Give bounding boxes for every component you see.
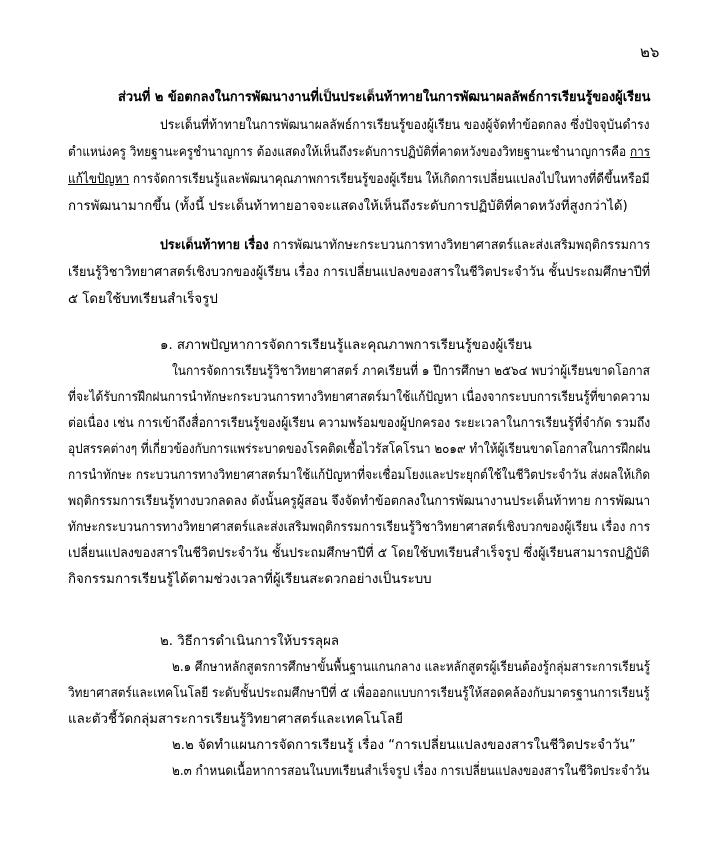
section2-line: วิทยาศาสตร์และเทคโนโลยี ระดับชั้นประถมศึกษาปีที่ ๕ เพื่อออกแบบการเรียนรู้ให้สอดคล้องกับมาตรฐานการเรียนรู้ <box>68 686 650 701</box>
underlined-text: การ <box>629 145 651 160</box>
intro-line: ประเด็นที่ท้าทายในการพัฒนาผลลัพธ์การเรียนรู้ของผู้เรียน ของผู้จัดทำข้อตกลง ซึ่งปัจจุบันดำรง <box>160 118 650 133</box>
underlined-text: แก้ไขปัญหา <box>68 172 130 187</box>
section1-line: ที่จะได้รับการฝึกฝนการนำทักษะกระบวนการทางวิทยาศาสตร์มาใช้แก้ปัญหา เนื่องจากระบบการเรียนรู้ที่ขาดความ <box>68 390 651 405</box>
section1-line: เปลี่ยนแปลงของสารในชีวิตประจำวัน ชั้นประถมศึกษาปีที่ ๕ โดยใช้บทเรียนสำเร็จรูป ซึ่งผู้เรียนสามารถปฏิบัติ <box>68 546 650 561</box>
section-heading: ส่วนที่ ๒ ข้อตกลงในการพัฒนางานที่เป็นประเด็นท้าทายในการพัฒนาผลลัพธ์การเรียนรู้ของผู้เรียน <box>118 90 651 105</box>
intro-text: ตำแหน่งครู วิทยฐานะครูชำนาญการ ต้องแสดงให้เห็นถึงระดับการปฏิบัติที่คาดหวังของวิทยฐานะชำนาญการคือ <box>68 145 630 160</box>
section1-line: พฤติกรรมการเรียนรู้ทางบวกลดลง ดังนั้นครูผู้สอน จึงจัดทำข้อตกลงในการพัฒนางานประเด็นท้าทาย การพัฒนา <box>68 494 651 509</box>
section2-line: ๒.๑ ศึกษาหลักสูตรการศึกษาขั้นพื้นฐานแกนกลาง และหลักสูตรผู้เรียนต้องรู้กลุ่มสาระการเรียนรู้ <box>172 660 651 675</box>
section1-line: ต่อเนื่อง เช่น การเข้าถึงสื่อการเรียนรู้ของผู้เรียน ความพร้อมของผู้ปกครอง ระยะเวลาในการเรียนรู้ที่จำกัด รวมถึง <box>68 416 651 431</box>
section2-title: ๒. วิธีการดำเนินการให้บรรลุผล <box>160 634 340 649</box>
section2-line: ๒.๒ จัดทำแผนการจัดการเรียนรู้ เรื่อง “การเปลี่ยนแปลงของสารในชีวิตประจำวัน” <box>172 738 636 753</box>
challenge-text: การพัฒนาทักษะกระบวนการทางวิทยาศาสตร์และส่งเสริมพฤติกรรมการ <box>268 238 651 253</box>
challenge-line <box>160 236 650 256</box>
section2-line: ๒.๓ กำหนดเนื้อหาการสอนในบทเรียนสำเร็จรูป เรื่อง การเปลี่ยนแปลงของสารในชีวิตประจำวัน <box>172 764 650 779</box>
section2-line: และตัวชี้วัดกลุ่มสาระการเรียนรู้วิทยาศาสตร์และเทคโนโลยี <box>68 712 403 727</box>
section1-line: อุปสรรคต่างๆ ที่เกี่ยวข้องกับการแพร่ระบาดของโรคติดเชื้อไวรัสโคโรนา ๒๐๑๙ ทำให้ผู้เรียนขาดโอกาสในการฝึกฝน <box>68 442 651 457</box>
intro-line <box>68 170 650 190</box>
section1-line: ในการจัดการเรียนรู้วิชาวิทยาศาสตร์ ภาคเรียนที่ ๑ ปีการศึกษา ๒๕๖๔ พบว่าผู้เรียนขาดโอกาส <box>172 364 650 379</box>
challenge-label: ประเด็นท้าทาย เรื่อง <box>160 238 269 253</box>
challenge-line: ๕ โดยใช้บทเรียนสำเร็จรูป <box>68 292 218 307</box>
intro-line: การพัฒนามากขึ้น (ทั้งนี้ ประเด็นท้าทายอาจจะแสดงให้เห็นถึงระดับการปฏิบัติที่คาดหวังที่สูงกว่าได้) <box>68 199 628 214</box>
intro-line <box>68 143 650 163</box>
section1-line: กิจกรรมการเรียนรู้ได้ตามช่วงเวลาที่ผู้เรียนสะดวกอย่างเป็นระบบ <box>68 572 432 587</box>
page-number: ๒๖ <box>640 43 660 61</box>
challenge-line: เรียนรู้วิชาวิทยาศาสตร์เชิงบวกของผู้เรียน เรื่อง การเปลี่ยนแปลงของสารในชีวิตประจำวัน ชั้นประถมศึกษาปีที่ <box>68 265 651 280</box>
intro-text: การจัดการเรียนรู้และพัฒนาคุณภาพการเรียนรู้ของผู้เรียน ให้เกิดการเปลี่ยนแปลงไปในทางที่ดีขึ้นหรือมี <box>129 172 650 187</box>
section1-line: ทักษะกระบวนการทางวิทยาศาสตร์และส่งเสริมพฤติกรรมการเรียนรู้วิชาวิทยาศาสตร์เชิงบวกของผู้เรียน เรื่อง การ <box>68 520 651 535</box>
section1-line: การนำทักษะ กระบวนการทางวิทยาศาสตร์มาใช้แก้ปัญหาที่จะเชื่อมโยงและประยุกต์ใช้ในชีวิตประจำวัน ส่งผลให้เกิด <box>68 468 651 483</box>
section1-title: ๑. สภาพปัญหาการจัดการเรียนรู้และคุณภาพการเรียนรู้ของผู้เรียน <box>160 338 532 353</box>
